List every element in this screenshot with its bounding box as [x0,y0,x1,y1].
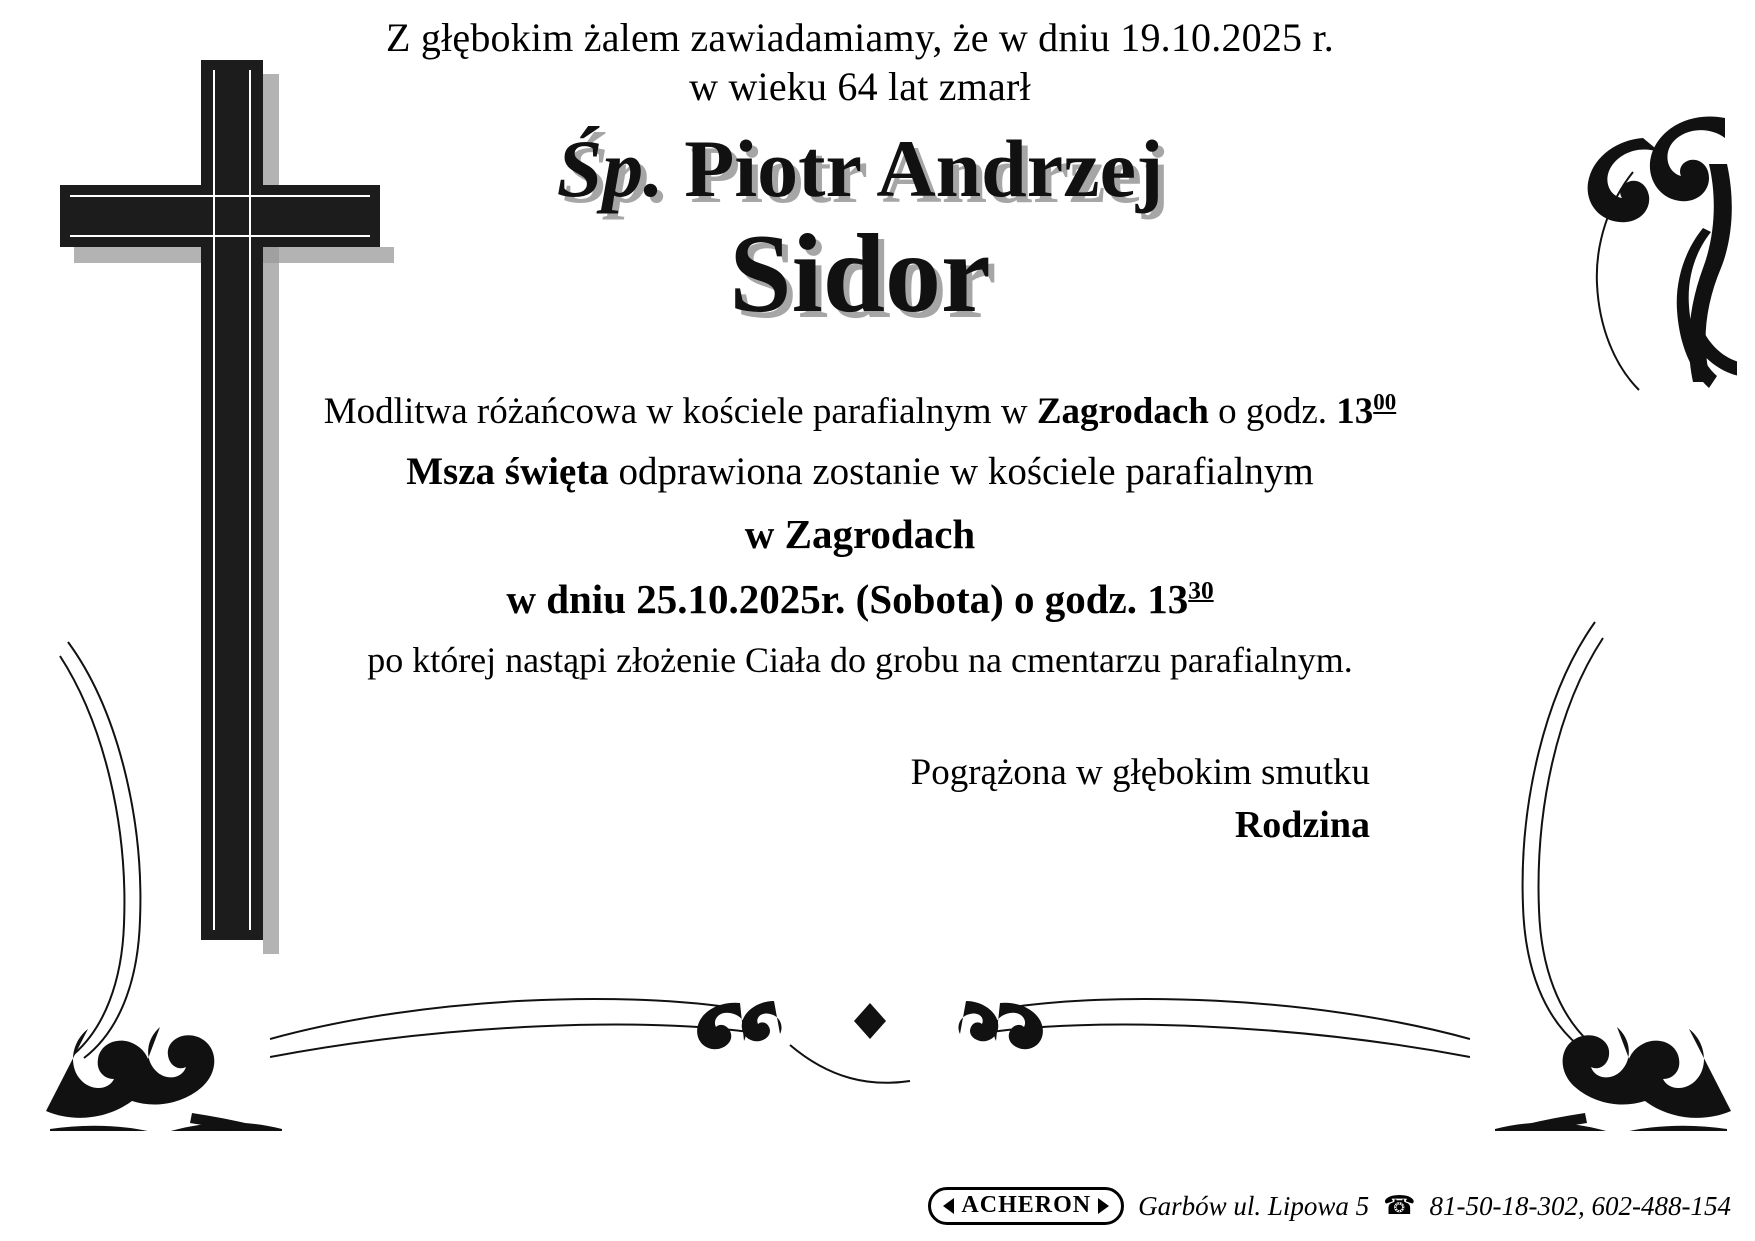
honorific-label: Śp. [556,122,664,214]
deceased-name-first-line [300,122,1420,214]
ornament-bottom-center [270,961,1470,1091]
ceremony-details [300,385,1420,686]
family-signature-block [300,748,1420,851]
deceased-name [300,122,1420,338]
rosary-minutes: 00 [1373,389,1397,415]
family-grief-line: Pogrążona w głębokim smutku [910,752,1370,794]
ornament-top-right [1457,110,1737,410]
footer-phones: 81-50-18-302, 602-488-154 [1429,1190,1731,1221]
rosary-hour: 13 [1336,391,1374,433]
burial-row: po której nastąpi złożenie Ciała do grobu na cmentarzu parafialnym. [367,640,1353,681]
mass-place-row: w Zagrodach [744,511,976,558]
logo-left-arrow-icon [943,1198,954,1214]
mass-date-text: w dniu 25.10.2025r. (Sobota) o godz. [506,575,1148,622]
mass-hour: 13 [1147,575,1189,622]
deceased-surname: Sidor [729,211,991,336]
intro-line-1: Z głębokim żalem zawiadamiamy, że w dniu 19.10.2025 r. [386,15,1334,60]
mass-minutes: 30 [1188,576,1214,605]
notice-content [300,14,1420,852]
rosary-row [300,385,1420,439]
rosary-text-before: Modlitwa różańcowa w kościele parafialnym w [323,391,1037,433]
rosary-place: Zagrodach [1036,391,1209,433]
family-signature: Rodzina [1234,804,1370,847]
funeral-home-footer [928,1187,1731,1225]
phone-icon: ☎ [1383,1191,1416,1220]
mass-bold-lead: Msza święta [406,449,609,493]
ornament-bottom-right [1437,951,1737,1131]
ornament-bottom-left [40,951,340,1131]
acheron-logo [928,1187,1124,1225]
mass-text-after: odprawiona zostanie w kościele parafialnym [608,449,1314,493]
ornament-right-line [1495,620,1605,1050]
intro-line-2: w wieku 64 lat zmarł [689,63,1031,109]
mass-row [300,444,1420,501]
mass-date-row [300,570,1420,629]
acheron-logo-text: ACHERON [961,1192,1092,1218]
intro-text [300,14,1420,112]
deceased-given-names: Piotr Andrzej [684,122,1164,214]
rosary-text-middle: o godz. [1208,391,1337,433]
logo-right-arrow-icon [1098,1198,1109,1214]
footer-address: Garbów ul. Lipowa 5 [1138,1190,1370,1221]
